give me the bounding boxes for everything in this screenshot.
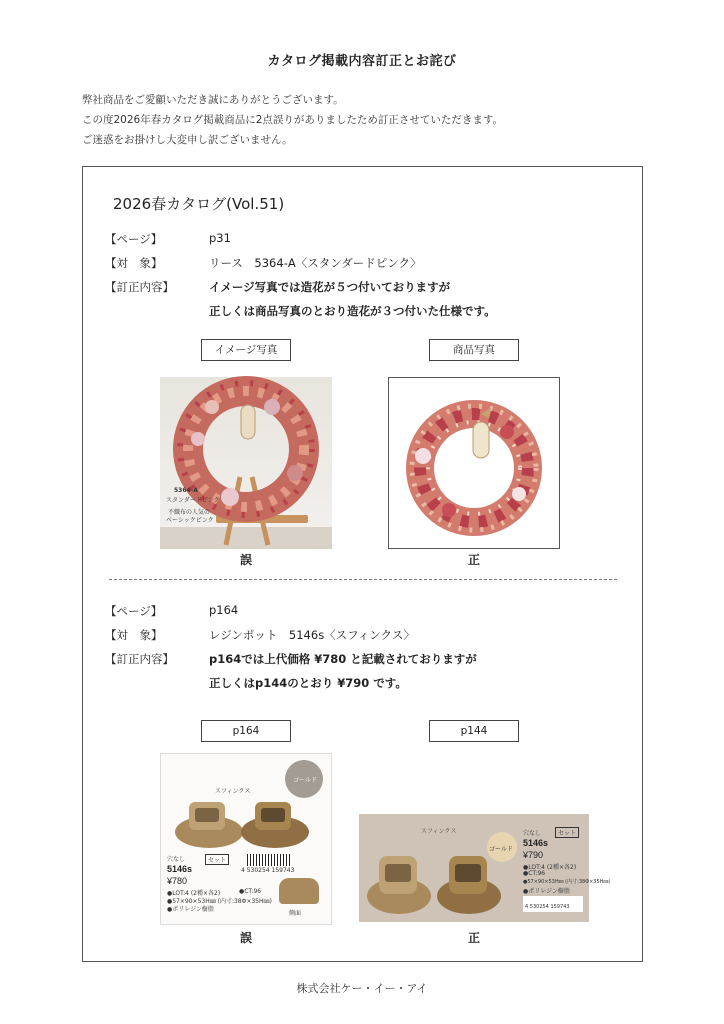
intro-line: ご迷惑をお掛けし大変申し訳ございません。 <box>82 134 293 146</box>
side-view-label: 側面 <box>289 910 302 917</box>
material-info: ●ポリレジン樹脂 <box>167 906 214 913</box>
product-name: スフィンクス <box>421 828 457 835</box>
label-image-photo: イメージ写真 <box>201 339 291 361</box>
barcode <box>247 854 291 866</box>
page-title: カタログ掲載内容訂正とお詫び <box>267 54 457 69</box>
product-code: 5146s <box>523 838 549 848</box>
side-view-photo <box>279 878 319 904</box>
size-info: ●57×90×53H㎜ (内寸:38Φ×35H㎜) <box>167 898 272 905</box>
page-key: 【ページ】 <box>105 604 163 618</box>
ct-info: ●CT:96 <box>239 888 262 895</box>
target-key: 【対 象】 <box>105 256 163 270</box>
photo-caption-code: 5364-A <box>174 487 198 494</box>
correction-box <box>82 166 643 962</box>
content-line-1: p164では上代価格 ¥780 と記載されておりますが <box>209 652 477 666</box>
mark-correct: 正 <box>467 931 480 945</box>
gold-badge-label: ゴールド <box>293 777 317 784</box>
label-p144: p144 <box>429 720 519 742</box>
gold-badge-label: ゴールド <box>489 846 513 853</box>
target-key: 【対 象】 <box>105 628 163 642</box>
mark-correct: 正 <box>467 553 480 567</box>
target-value: リース 5364-A〈スタンダードピンク〉 <box>209 256 422 270</box>
intro-line: 弊社商品をご愛顧いただき誠にありがとうございます。 <box>82 94 344 106</box>
lot-info: ●LOT:4 (2種×各2) <box>523 864 577 871</box>
company-footer: 株式会社ケー・イー・アイ <box>296 982 428 995</box>
target-value: レジンポット 5146s〈スフィンクス〉 <box>209 628 415 642</box>
catalog-title: 2026春カタログ(Vol.51) <box>113 195 285 213</box>
set-badge: セット <box>205 854 229 865</box>
p164-catalog-clip <box>160 753 332 925</box>
label-product-photo: 商品写真 <box>429 339 519 361</box>
page-key: 【ページ】 <box>105 232 163 246</box>
barcode-number: 4 530254 159743 <box>241 867 295 874</box>
section-divider <box>109 579 617 580</box>
sphinx-pots-illustration <box>169 794 329 850</box>
product-name: スフィンクス <box>215 788 251 795</box>
product-code: 5146s <box>167 864 193 874</box>
content-key: 【訂正内容】 <box>105 652 174 666</box>
content-line-2: 正しくはp144のとおり ¥790 です。 <box>209 676 407 690</box>
intro-line: この度2026年春カタログ掲載商品に2点誤りがありましたため訂正させていただきます。 <box>82 114 504 126</box>
set-badge: セット <box>555 827 579 838</box>
ct-info: ●CT:96 <box>523 870 546 877</box>
wreath-product-illustration <box>389 378 559 548</box>
material-info: ●ポリレジン樹脂 <box>523 888 570 895</box>
hole-label: 穴なし <box>523 830 542 837</box>
intro-text <box>82 90 503 150</box>
content-line-2: 正しくは商品写真のとおり造花が３つ付いた仕様です。 <box>209 304 496 318</box>
wreath-image-photo <box>160 377 332 549</box>
size-info: ●57×90×53H㎜ (内寸:38Φ×35H㎜) <box>523 879 611 885</box>
hole-label: 穴なし <box>167 856 186 863</box>
mark-wrong: 誤 <box>239 553 252 567</box>
content-line-1: イメージ写真では造花が５つ付いておりますが <box>209 280 451 294</box>
lot-info: ●LOT:4 (2種×各2) <box>167 890 221 897</box>
barcode-number: 4 530254 159743 <box>525 904 570 910</box>
mark-wrong: 誤 <box>239 931 252 945</box>
photo-caption-name: スタンダードピンク <box>166 497 220 504</box>
wreath-product-photo <box>388 377 560 549</box>
price-right: ¥790 <box>523 850 544 860</box>
p144-catalog-clip <box>359 814 611 922</box>
photo-caption-note: ベーシックピンク <box>166 517 214 524</box>
label-p164: p164 <box>201 720 291 742</box>
content-key: 【訂正内容】 <box>105 280 174 294</box>
page-value: p31 <box>209 231 231 245</box>
page-value: p164 <box>209 603 239 617</box>
photo-caption-note: 不織布の人気の <box>168 509 211 516</box>
price-wrong: ¥780 <box>167 876 188 886</box>
